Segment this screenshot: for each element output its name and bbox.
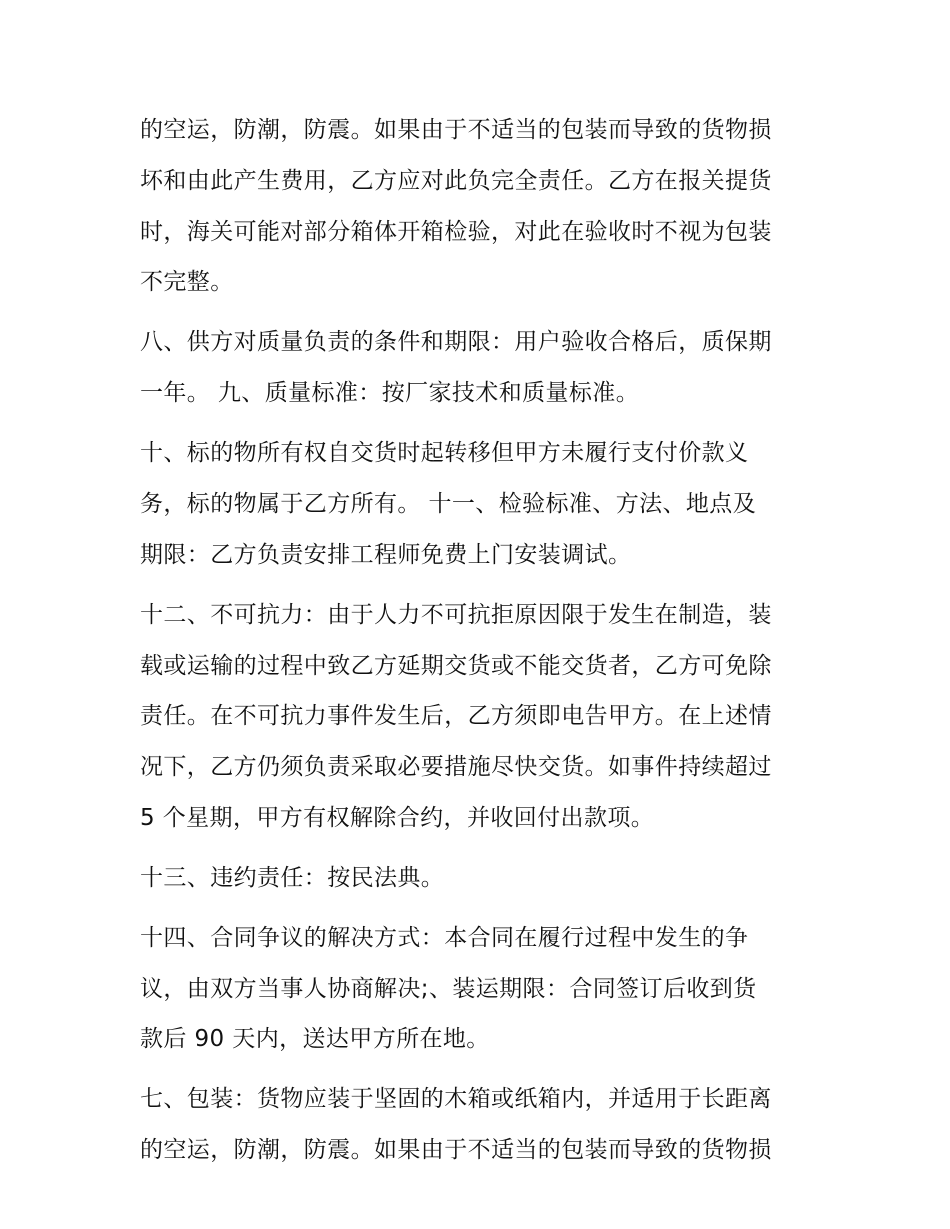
paragraph-dispute-resolution — [140, 913, 830, 1065]
text-line: 的空运，防潮，防震。如果由于不适当的包装而导致的货物损 — [140, 1137, 772, 1164]
paragraph-packaging-continued — [140, 105, 830, 308]
text-line: 十二、不可抗力：由于人力不可抗拒原因限于发生在制造，装 — [140, 601, 772, 628]
paragraph-packaging — [140, 1074, 830, 1176]
text-line: 况下，乙方仍须负责采取必要措施尽快交货。如事件持续超过 — [140, 754, 772, 781]
text-line: 务，标的物属于乙方所有。 十一、检验标准、方法、地点及 — [140, 490, 757, 517]
text-line: 款后 90 天内，送达甲方所在地。 — [140, 1026, 490, 1053]
text-line: 期限：乙方负责安排工程师免费上门安装调试。 — [140, 541, 632, 568]
text-line: 七、包装：货物应装于坚固的木箱或纸箱内，并适用于长距离 — [140, 1086, 772, 1113]
text-line: 八、供方对质量负责的条件和期限：用户验收合格后，质保期 — [140, 329, 772, 356]
document-body — [140, 105, 830, 1185]
text-line: 议，由双方当事人协商解决;、装运期限：合同签订后收到货 — [140, 975, 757, 1002]
text-line: 十三、违约责任：按民法典。 — [140, 864, 445, 891]
text-line: 时，海关可能对部分箱体开箱检验，对此在验收时不视为包装 — [140, 218, 772, 245]
text-line: 5 个星期，甲方有权解除合约，并收回付出款项。 — [140, 804, 655, 831]
paragraph-force-majeure — [140, 590, 830, 844]
paragraph-breach-liability — [140, 853, 830, 904]
text-line: 载或运输的过程中致乙方延期交货或不能交货者，乙方可免除 — [140, 652, 772, 679]
text-line: 的空运，防潮，防震。如果由于不适当的包装而导致的货物损 — [140, 117, 772, 143]
text-line: 一年。 九、质量标准：按厂家技术和质量标准。 — [140, 380, 640, 407]
paragraph-quality-warranty — [140, 317, 830, 419]
text-line: 坏和由此产生费用，乙方应对此负完全责任。乙方在报关提货 — [140, 167, 772, 194]
text-line: 责任。在不可抗力事件发生后，乙方须即电告甲方。在上述情 — [140, 703, 772, 730]
text-line: 不完整。 — [140, 269, 234, 296]
text-line: 十、标的物所有权自交货时起转移但甲方未履行支付价款义 — [140, 440, 749, 467]
paragraph-ownership-inspection — [140, 428, 830, 580]
text-line: 十四、合同争议的解决方式：本合同在履行过程中发生的争 — [140, 924, 749, 951]
